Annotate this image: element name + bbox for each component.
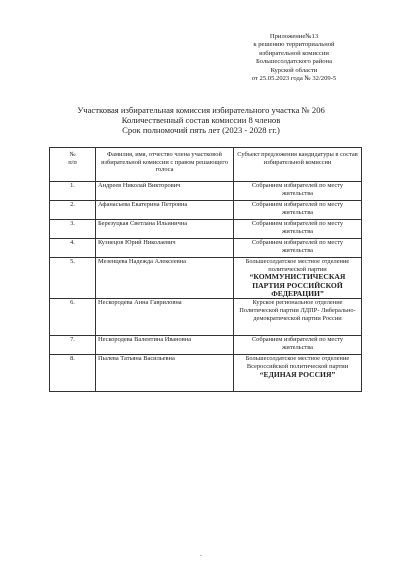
table-row [50, 201, 362, 220]
member-name: Кузнецов Юрий Николаевич [96, 239, 234, 258]
row-number: 5. [50, 258, 96, 299]
subject-text: Собранием избирателей по месту жительства [251, 220, 344, 235]
header-full-name: Фамилия, имя, отчество члена участковой избирательной комиссии с правом решающего голоса [96, 148, 234, 182]
table-row [50, 220, 362, 239]
member-name: Березуцкая Светлана Ильинична [96, 220, 234, 239]
header-number: № п/п [50, 148, 96, 182]
nominating-subject [234, 220, 362, 239]
row-number: 8. [50, 355, 96, 392]
nominating-subject [234, 336, 362, 355]
subject-text: Большесолдатское местное отделение Всероссийской политической партии [245, 355, 350, 370]
subject-text: Курское региональное отделение Политической партии ЛДПР- Либерально-демократической партии России [239, 299, 356, 322]
commission-composition: Количественный состав комиссии 8 членов [121, 115, 281, 126]
row-number: 2. [50, 201, 96, 220]
table-row [50, 258, 362, 299]
member-name: Мезенцева Надежда Алексеевна [96, 258, 234, 299]
row-number: 3. [50, 220, 96, 239]
member-name: Нескородева Анна Гавриловна [96, 299, 234, 336]
table-row [50, 239, 362, 258]
appendix-line: избирательной комиссии [259, 49, 329, 57]
member-name: Пылева Татьяна Васильевна [96, 355, 234, 392]
nominating-subject [234, 258, 362, 299]
appendix-line: Курской области [270, 66, 318, 74]
nominating-subject [234, 355, 362, 392]
appendix-line: от 25.05.2023 года № 32/209-5 [251, 75, 337, 83]
nominating-subject [234, 239, 362, 258]
members-table [49, 147, 362, 392]
commission-title: Участковая избирательная комиссия избирательного участка № 206 [77, 105, 325, 115]
subject-text: Собранием избирателей по месту жительства [251, 239, 344, 254]
table-row [50, 299, 362, 336]
nominating-subject [234, 299, 362, 336]
appendix-line: к решению территориальной [253, 41, 335, 49]
table-row [50, 336, 362, 355]
table-row [50, 355, 362, 392]
member-name: Андреев Николай Викторович [96, 182, 234, 201]
nominating-subject [234, 182, 362, 201]
row-number: 6. [50, 299, 96, 336]
subject-text: Собранием избирателей по месту жительства [251, 201, 344, 216]
appendix-line: Приложение№13 [269, 33, 319, 40]
document-heading [40, 105, 362, 136]
party-name: “КОММУНИСТИЧЕСКАЯ ПАРТИЯ РОССИЙСКОЙ ФЕДЕРАЦИИ” [249, 272, 346, 298]
page-mark [200, 555, 202, 556]
row-number: 1. [50, 182, 96, 201]
table-header-row [50, 148, 362, 182]
party-name: “ЕДИНАЯ РОССИЯ” [259, 369, 336, 379]
header-nominating-subject: Субъект предложения кандидатуры в состав избирательной комиссии [234, 148, 362, 182]
subject-text: Большесолдатское местное отделение политической партии [245, 258, 350, 273]
member-name: Нескородева Валентина Ивановна [96, 336, 234, 355]
member-name: Афанасьева Екатерина Петровна [96, 201, 234, 220]
row-number: 4. [50, 239, 96, 258]
appendix-line: Большесолдатского района [255, 58, 333, 66]
subject-text: Собранием избирателей по месту жительства [251, 336, 344, 351]
appendix-block [232, 33, 356, 83]
row-number: 7. [50, 336, 96, 355]
commission-term: Срок полномочий пять лет (2023 - 2028 гг.) [122, 125, 280, 136]
nominating-subject [234, 201, 362, 220]
table-row [50, 182, 362, 201]
subject-text: Собранием избирателей по месту жительства [251, 182, 344, 197]
